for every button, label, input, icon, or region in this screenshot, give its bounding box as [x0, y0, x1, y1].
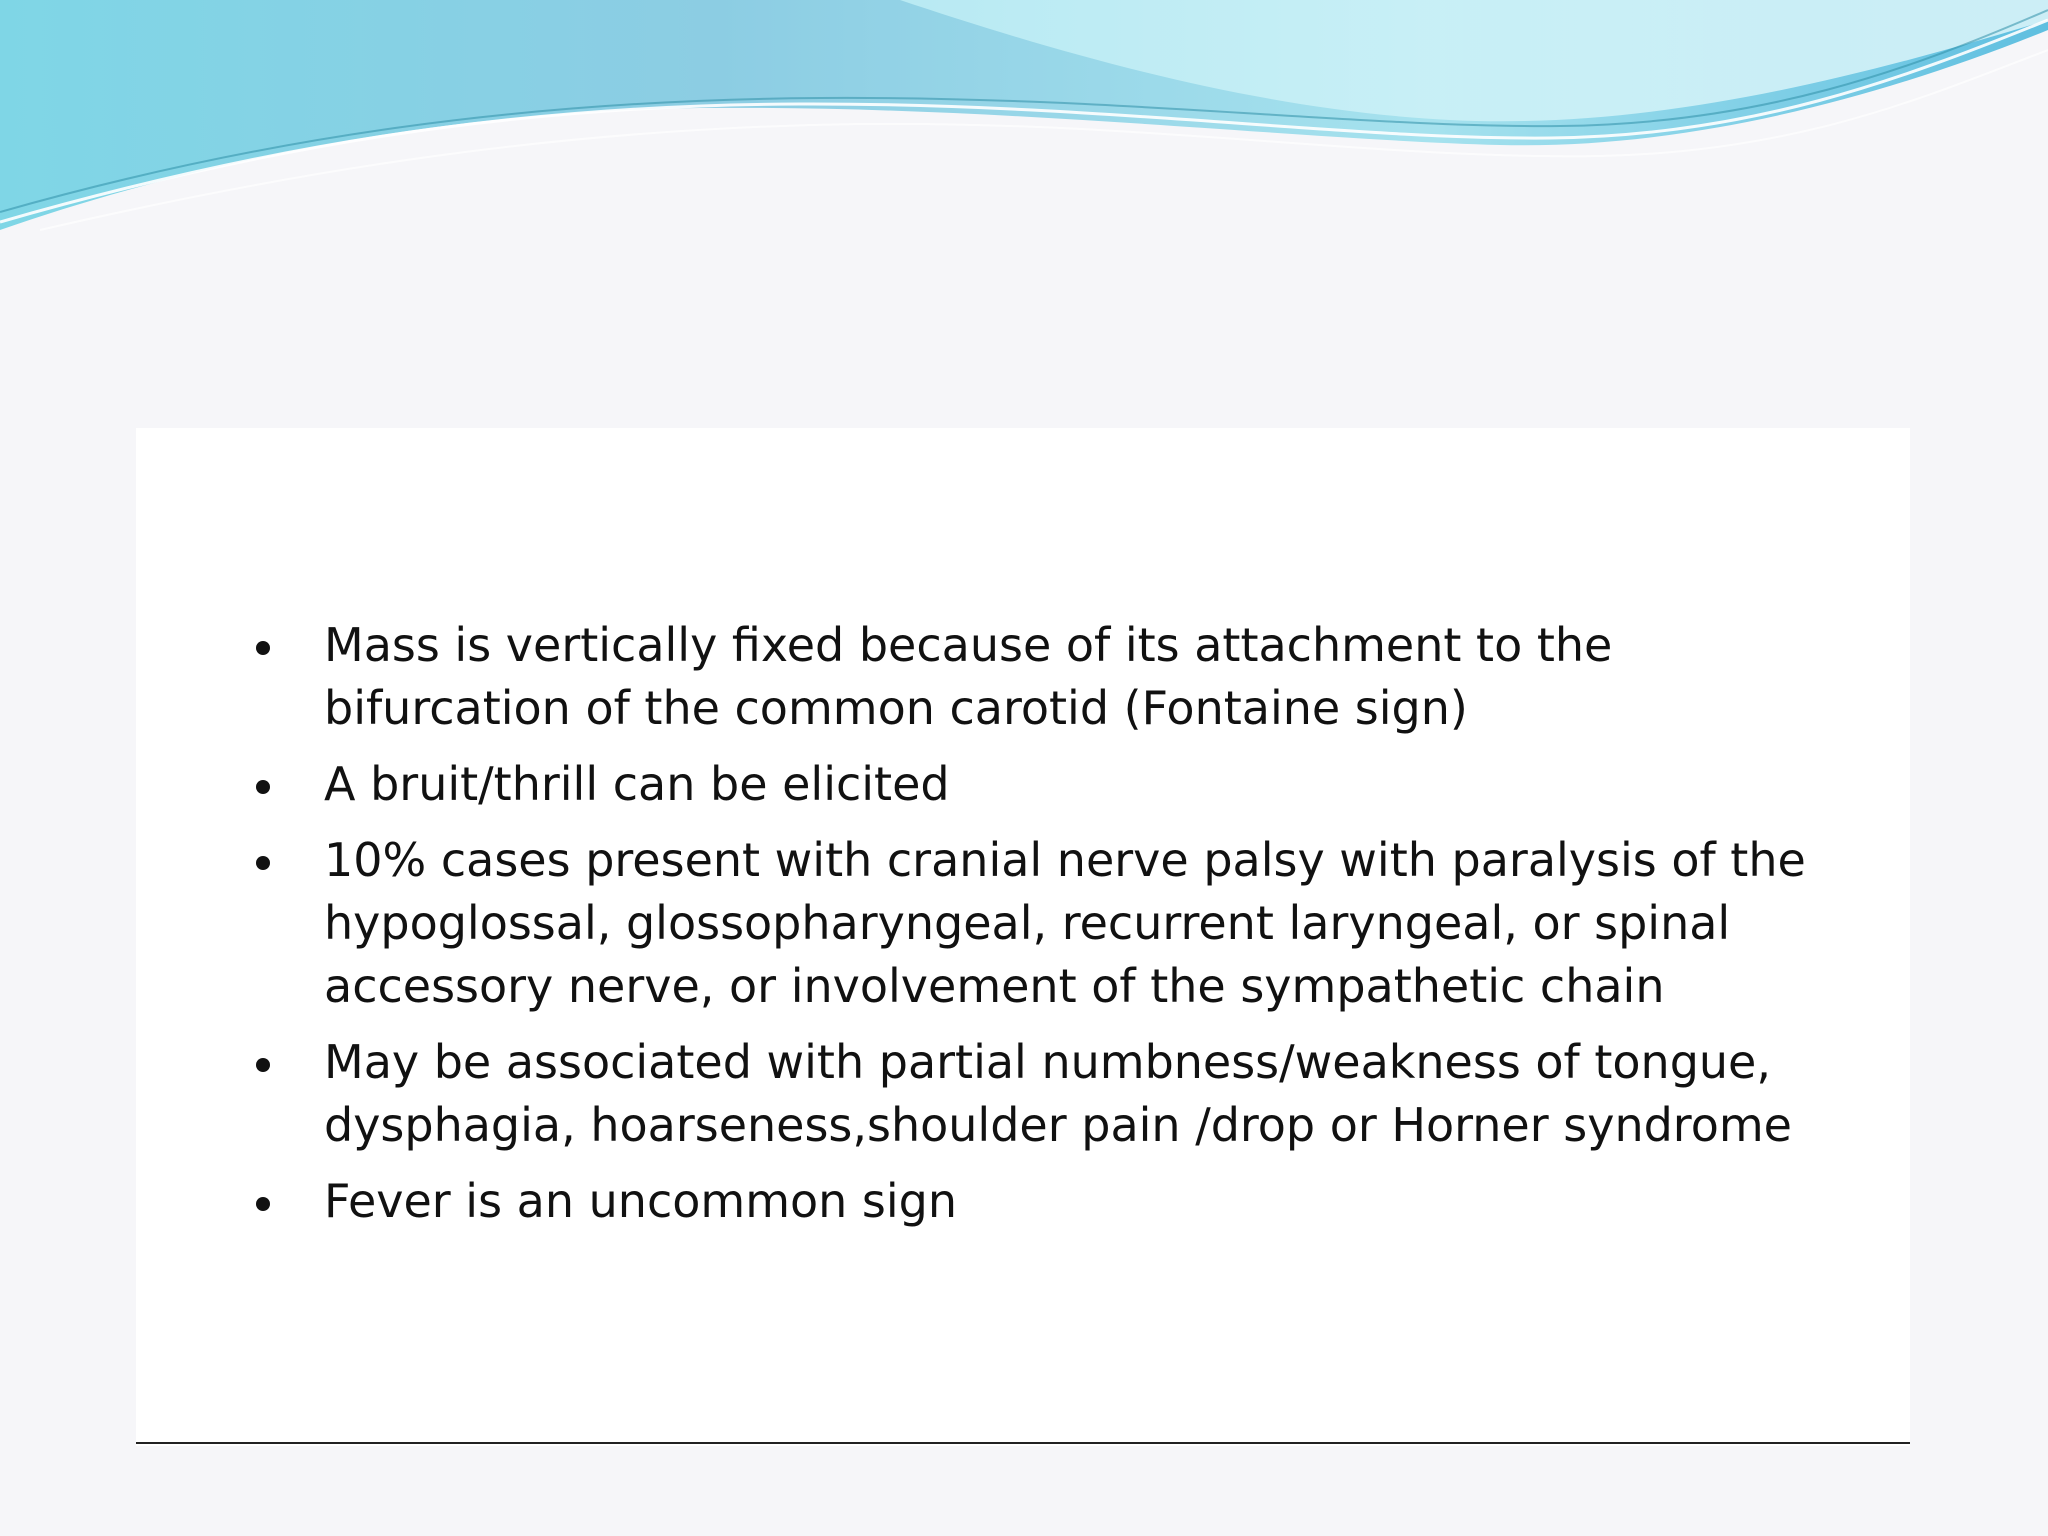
content-panel — [136, 428, 1910, 1446]
bullet-item-nerve-palsy — [136, 829, 1910, 1018]
bullet-list — [136, 614, 1910, 1246]
bullet-text: Fever is an uncommon sign — [324, 1174, 958, 1228]
header-wave-decoration — [0, 0, 2048, 240]
bullet-item-associated-symptoms — [136, 1031, 1910, 1157]
bullet-item-fever — [136, 1170, 1910, 1233]
bullet-text: May be associated with partial numbness/weakness of tongue, dysphagia, hoarseness,shoulder pain /drop or Horner syndrome — [324, 1035, 1792, 1152]
bullet-dot-icon — [256, 856, 270, 870]
bullet-text: A bruit/thrill can be elicited — [324, 757, 950, 811]
bullet-text: Mass is vertically fixed because of its attachment to the bifurcation of the common carotid (Fontaine sign) — [324, 618, 1613, 735]
bottom-divider — [136, 1442, 1910, 1444]
bullet-dot-icon — [256, 641, 270, 655]
bullet-item-fontaine-sign — [136, 614, 1910, 740]
bullet-dot-icon — [256, 1058, 270, 1072]
bullet-dot-icon — [256, 1197, 270, 1211]
bullet-dot-icon — [256, 780, 270, 794]
bullet-text: 10% cases present with cranial nerve palsy with paralysis of the hypoglossal, glossopharyngeal, recurrent laryngeal, or spinal accessory nerve, or involvement of the sympathetic chain — [324, 833, 1806, 1013]
bullet-item-bruit — [136, 753, 1910, 816]
